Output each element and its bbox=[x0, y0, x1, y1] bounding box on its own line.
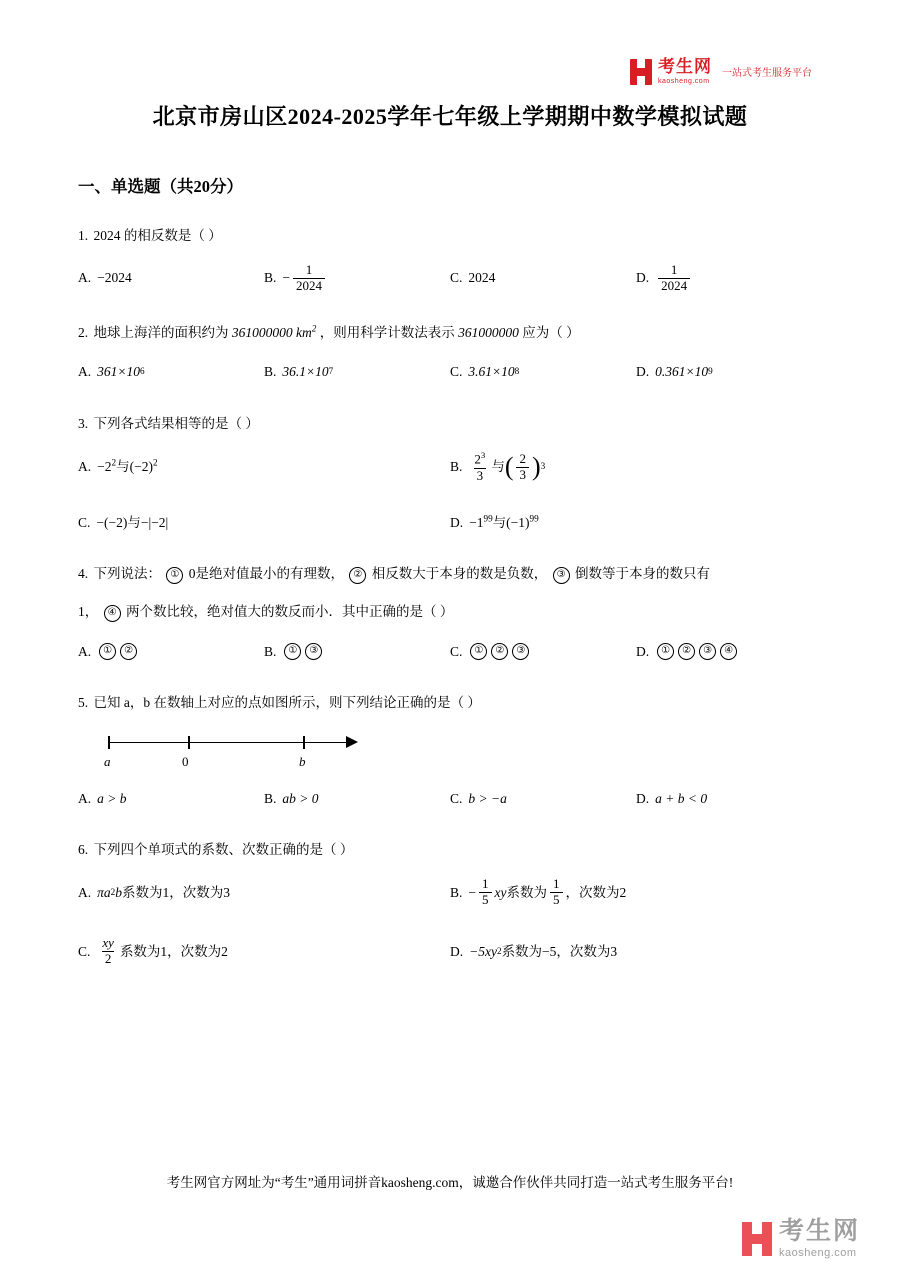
circled-3: ③ bbox=[553, 567, 570, 584]
tick-zero bbox=[188, 736, 190, 749]
q6b-frac2: $\frac{1}{5}$ bbox=[550, 877, 563, 908]
question-5 bbox=[78, 690, 822, 811]
option-5c[interactable]: C. b > −a bbox=[450, 790, 507, 806]
watermark-mark-icon bbox=[742, 1222, 772, 1256]
circled-2: ② bbox=[349, 567, 366, 584]
option-4c[interactable]: C. ① ② ③ bbox=[450, 639, 636, 665]
option-2b[interactable]: B. 36.1×10 7 bbox=[264, 364, 334, 380]
number-line-arrow-icon bbox=[346, 736, 358, 748]
site-logo bbox=[630, 58, 812, 85]
question-1-stem: 1. 2024 的相反数是（ ） bbox=[78, 228, 222, 243]
option-2c[interactable]: C. 3.61×10 8 bbox=[450, 364, 520, 380]
question-1 bbox=[78, 223, 822, 294]
option-4d[interactable]: D. ① ② ③ ④ bbox=[636, 639, 822, 665]
option-1d[interactable]: D. $\frac{1}{2024}$ bbox=[636, 263, 822, 294]
page-title: 北京市房山区2024-2025学年七年级上学期期中数学模拟试题 bbox=[152, 104, 748, 129]
minus-sign: − bbox=[282, 270, 291, 286]
q3c-expr: −(−2) bbox=[96, 514, 128, 530]
option-3c[interactable]: C. −(−2) 与 −|−2| bbox=[78, 510, 450, 536]
tick-b bbox=[303, 736, 305, 749]
footer-note: 考生网官方网址为“考生”通用词拼音kaosheng.com，诚邀合作伙伴共同打造一站式考生服务平台! bbox=[166, 1175, 734, 1190]
q2-value-1: 361000000 $km^2$ bbox=[231, 323, 317, 340]
question-6-stem: 6. 下列四个单项式的系数、次数正确的是（ ） bbox=[78, 842, 354, 858]
question-1-text: 2024 的相反数是（ ） bbox=[93, 228, 222, 243]
label-b: b bbox=[299, 753, 306, 769]
fraction-1-over-2024: $\frac{1}{2024}$ bbox=[293, 263, 325, 294]
option-4b[interactable]: B. ① ③ bbox=[264, 639, 450, 665]
section-heading: 一、单选题（共20分） bbox=[78, 177, 243, 196]
watermark bbox=[742, 1219, 860, 1259]
question-6 bbox=[78, 837, 822, 966]
q3a-expr: $-2^2$ bbox=[97, 457, 117, 475]
tick-a bbox=[108, 736, 110, 749]
option-5a[interactable]: A. a > b bbox=[78, 790, 127, 806]
question-4-options bbox=[78, 639, 822, 665]
number-line-figure bbox=[104, 726, 368, 772]
q3a-expr2: $(-2)^2$ bbox=[129, 457, 158, 475]
option-1b[interactable]: B. − $\frac{1}{2024}$ bbox=[264, 263, 450, 294]
question-2-stem: 2. 地球上海洋的面积约为 361000000 $km^2$ ，则用科学计数法表示 361000000 应为（ ） bbox=[78, 323, 580, 340]
q3d-expr: $-1^{99}$ bbox=[469, 513, 493, 530]
option-4a[interactable]: A. ① ② bbox=[78, 639, 264, 665]
q6b-frac1: $\frac{1}{5}$ bbox=[479, 877, 492, 908]
logo-name-en: kaosheng.com bbox=[658, 78, 710, 85]
option-6c[interactable]: C. $\frac{xy}{2}$ 系数为1，次数为2 bbox=[78, 935, 228, 966]
option-2d[interactable]: D. 0.361×10 9 bbox=[636, 364, 713, 380]
question-3-stem: 3. 下列各式结果相等的是（ ） bbox=[78, 415, 259, 431]
q6c-frac: $\frac{xy}{2}$ bbox=[102, 935, 114, 966]
question-3 bbox=[78, 411, 822, 535]
question-6-options-row1 bbox=[78, 877, 822, 908]
q3b-frac2: $\frac{2}{3}$ bbox=[516, 452, 529, 483]
label-zero: 0 bbox=[182, 753, 189, 769]
question-3-options-row2 bbox=[78, 510, 822, 536]
question-5-options bbox=[78, 786, 822, 812]
question-1-options bbox=[78, 263, 822, 294]
option-6d[interactable]: D. −5xy 2 系数为−5，次数为3 bbox=[450, 943, 618, 959]
option-1a[interactable]: A. −2024 bbox=[78, 270, 132, 286]
q2-value-2: 361000000 bbox=[458, 324, 519, 340]
option-3d[interactable]: D. $-1^{99}$ 与 $(-1)^{99}$ bbox=[450, 510, 822, 536]
option-3b[interactable]: B. $\frac{2^3}{3}$ 与 ( $\frac{2}{3}$ ) 3 bbox=[450, 450, 546, 483]
question-4 bbox=[78, 561, 822, 664]
question-4-stem: 4. 下列说法： ① 0是绝对值最小的有理数， ② 相反数大于本身的数是负数， ③ 倒数等于本身的数只有 bbox=[78, 561, 822, 587]
question-4-stem-cont: 1， ④ 两个数比较，绝对值大的数反而小．其中正确的是（ ） bbox=[78, 599, 822, 625]
question-3-options-row1 bbox=[78, 450, 822, 483]
option-6b[interactable]: B. − $\frac{1}{5}$ xy 系数为 $\frac{1}{5}$ ，次数为2 bbox=[450, 876, 627, 908]
option-5b[interactable]: B. ab > 0 bbox=[264, 790, 319, 806]
watermark-en: kaosheng.com bbox=[778, 1247, 857, 1259]
q3b-frac1: $\frac{2^3}{3}$ bbox=[474, 450, 486, 483]
question-2 bbox=[78, 320, 822, 385]
option-1c[interactable]: C. 2024 bbox=[450, 270, 496, 286]
circled-4: ④ bbox=[104, 605, 121, 622]
logo-name-cn: 考生网 bbox=[658, 57, 712, 76]
logo-slogan: 一站式考生服务平台 bbox=[722, 68, 812, 79]
question-2-options bbox=[78, 359, 822, 385]
option-2a[interactable]: A. 361×10 6 bbox=[78, 364, 145, 380]
q3d-expr2: $(-1)^{99}$ bbox=[506, 513, 539, 530]
number-line-axis bbox=[108, 742, 348, 744]
logo-mark-icon bbox=[630, 59, 652, 85]
fraction-1-over-2024-positive: $\frac{1}{2024}$ bbox=[658, 263, 690, 294]
question-5-stem: 5. 已知 a，b 在数轴上对应的点如图所示，则下列结论正确的是（ ） bbox=[78, 695, 481, 711]
option-3a[interactable]: A. $-2^2$ 与 $(-2)^2$ bbox=[78, 450, 450, 483]
q3c-expr2: −|−2| bbox=[140, 514, 169, 530]
option-6a[interactable]: A. πa 2 b 系数为1，次数为3 bbox=[78, 884, 230, 900]
circled-1: ① bbox=[166, 567, 183, 584]
question-6-options-row2 bbox=[78, 936, 822, 967]
logo-text bbox=[658, 58, 712, 85]
watermark-cn: 考生网 bbox=[778, 1217, 860, 1245]
option-5d[interactable]: D. a + b < 0 bbox=[636, 790, 708, 806]
label-a: a bbox=[104, 753, 111, 769]
